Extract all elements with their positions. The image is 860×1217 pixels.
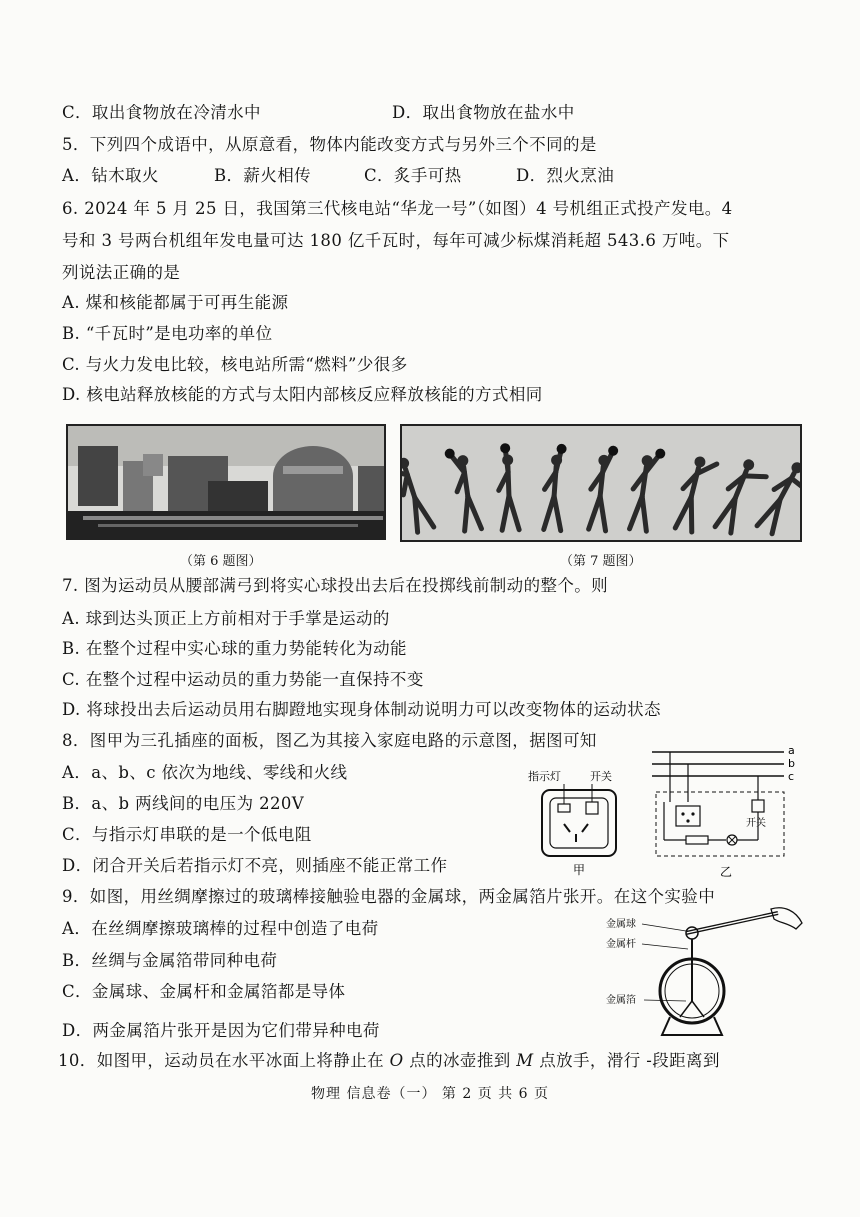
fig8-label-switch-yi: 开关 — [746, 818, 766, 829]
fig9-electroscope-diagram — [606, 905, 806, 1040]
q4-option-d: D．取出食物放在盐水中 — [392, 103, 575, 122]
fig8-label-yi: 乙 — [720, 865, 733, 879]
q4-options-cd — [62, 102, 575, 124]
q10-point-o: O — [389, 1051, 404, 1070]
fig8-label-jia: 甲 — [573, 863, 586, 877]
q5-options — [62, 165, 614, 187]
fig8-wire-b: b — [788, 757, 795, 770]
q5-option-a: A．钻木取火 — [62, 166, 159, 185]
q10-stem-pre: 10．如图甲，运动员在水平冰面上将静止在 — [58, 1051, 390, 1070]
page-footer: 物理 信息卷（一） 第 2 页 共 6 页 — [311, 1086, 549, 1102]
q6-option-c: C. 与火力发电比较，核电站所需“燃料”少很多 — [62, 355, 408, 374]
q10-stem-post: 点放手，滑行 -段距离到 — [533, 1051, 720, 1070]
q6-option-b: B. “千瓦时”是电功率的单位 — [62, 324, 273, 343]
q8-option-b: B．a、b 两线间的电压为 220V — [62, 794, 305, 813]
q5-option-c: C．炙手可热 — [364, 166, 462, 185]
q6-option-d: D. 核电站释放核能的方式与太阳内部核反应释放核能的方式相同 — [62, 385, 543, 404]
athlete-figure — [587, 444, 619, 532]
q6-option-a: A. 煤和核能都属于可再生能源 — [62, 293, 289, 312]
q9-option-d: D．两金属箔片张开是因为它们带异种电荷 — [62, 1021, 380, 1040]
q6-stem-line3: 列说法正确的是 — [62, 263, 181, 282]
q8-option-a: A．a、b、c 依次为地线、零线和火线 — [62, 763, 348, 782]
fig9-label-foil: 金属箔 — [606, 995, 636, 1006]
athlete-figure — [497, 443, 519, 531]
q7-option-d: D. 将球投出去后运动员用右脚蹬地实现身体制动说明力可以改变物体的运动状态 — [62, 700, 661, 719]
q9-option-c: C．金属球、金属杆和金属箔都是导体 — [62, 982, 346, 1001]
q10-stem — [58, 1050, 720, 1072]
athlete-figure — [402, 456, 434, 538]
athlete-figure — [444, 446, 481, 533]
q9-option-a: A．在丝绸摩擦玻璃棒的过程中创造了电荷 — [62, 919, 379, 938]
fig8-wire-c: c — [788, 770, 795, 783]
athlete-figure — [713, 456, 770, 537]
q8-option-d: D．闭合开关后若指示灯不亮，则插座不能正常工作 — [62, 856, 448, 875]
q6-stem-line1: 6. 2024 年 5 月 25 日，我国第三代核电站“华龙一号”（如图）4 号机组正式投产发电。4 — [62, 199, 733, 218]
q7-option-c: C. 在整个过程中运动员的重力势能一直保持不变 — [62, 670, 424, 689]
fig7-athlete-sequence-photo — [400, 424, 802, 542]
fig6-nuclear-plant-photo — [66, 424, 386, 540]
medicine-ball — [556, 444, 567, 455]
fig8-socket-circuit-diagram — [528, 742, 798, 882]
fig7-caption: （第 7 题图） — [560, 554, 642, 569]
fig6-caption: （第 6 题图） — [180, 554, 262, 569]
fig8-label-switch: 开关 — [590, 770, 612, 783]
q9-stem: 9．如图，用丝绸摩擦过的玻璃棒接触验电器的金属球，两金属箔片张开。在这个实验中 — [62, 887, 716, 906]
q6-stem-line2: 号和 3 号两台机组年发电量可达 180 亿千瓦时，每年可减少标煤消耗超 543.6 万吨。下 — [62, 231, 730, 250]
fig8-wire-a: a — [788, 744, 795, 757]
q10-point-m: M — [516, 1051, 534, 1070]
athlete-figure — [755, 459, 800, 540]
medicine-ball — [500, 443, 510, 453]
q8-option-c: C．与指示灯串联的是一个低电阻 — [62, 825, 312, 844]
q5-option-b: B．薪火相传 — [214, 166, 312, 185]
q4-option-c: C．取出食物放在冷清水中 — [62, 103, 261, 122]
q5-stem: 5．下列四个成语中，从原意看，物体内能改变方式与另外三个不同的是 — [62, 135, 597, 154]
q8-stem: 8．图甲为三孔插座的面板，图乙为其接入家庭电路的示意图，据图可知 — [62, 731, 597, 750]
athlete-figure — [628, 446, 666, 533]
fig9-label-ball: 金属球 — [606, 919, 636, 930]
q10-stem-mid: 点的冰壶推到 — [403, 1051, 517, 1070]
fig9-label-rod: 金属杆 — [606, 939, 636, 950]
q5-option-d: D．烈火烹油 — [516, 166, 615, 185]
q7-stem: 7. 图为运动员从腰部满弓到将实心球投出去后在投掷线前制动的整个。则 — [62, 576, 609, 595]
athlete-figure — [673, 455, 717, 534]
fig8-label-indicator: 指示灯 — [528, 770, 561, 783]
q7-option-a: A. 球到达头顶正上方前相对于手掌是运动的 — [62, 609, 390, 628]
athlete-figure — [542, 443, 567, 531]
q7-option-b: B. 在整个过程中实心球的重力势能转化为动能 — [62, 639, 407, 658]
q9-option-b: B．丝绸与金属箔带同种电荷 — [62, 951, 278, 970]
